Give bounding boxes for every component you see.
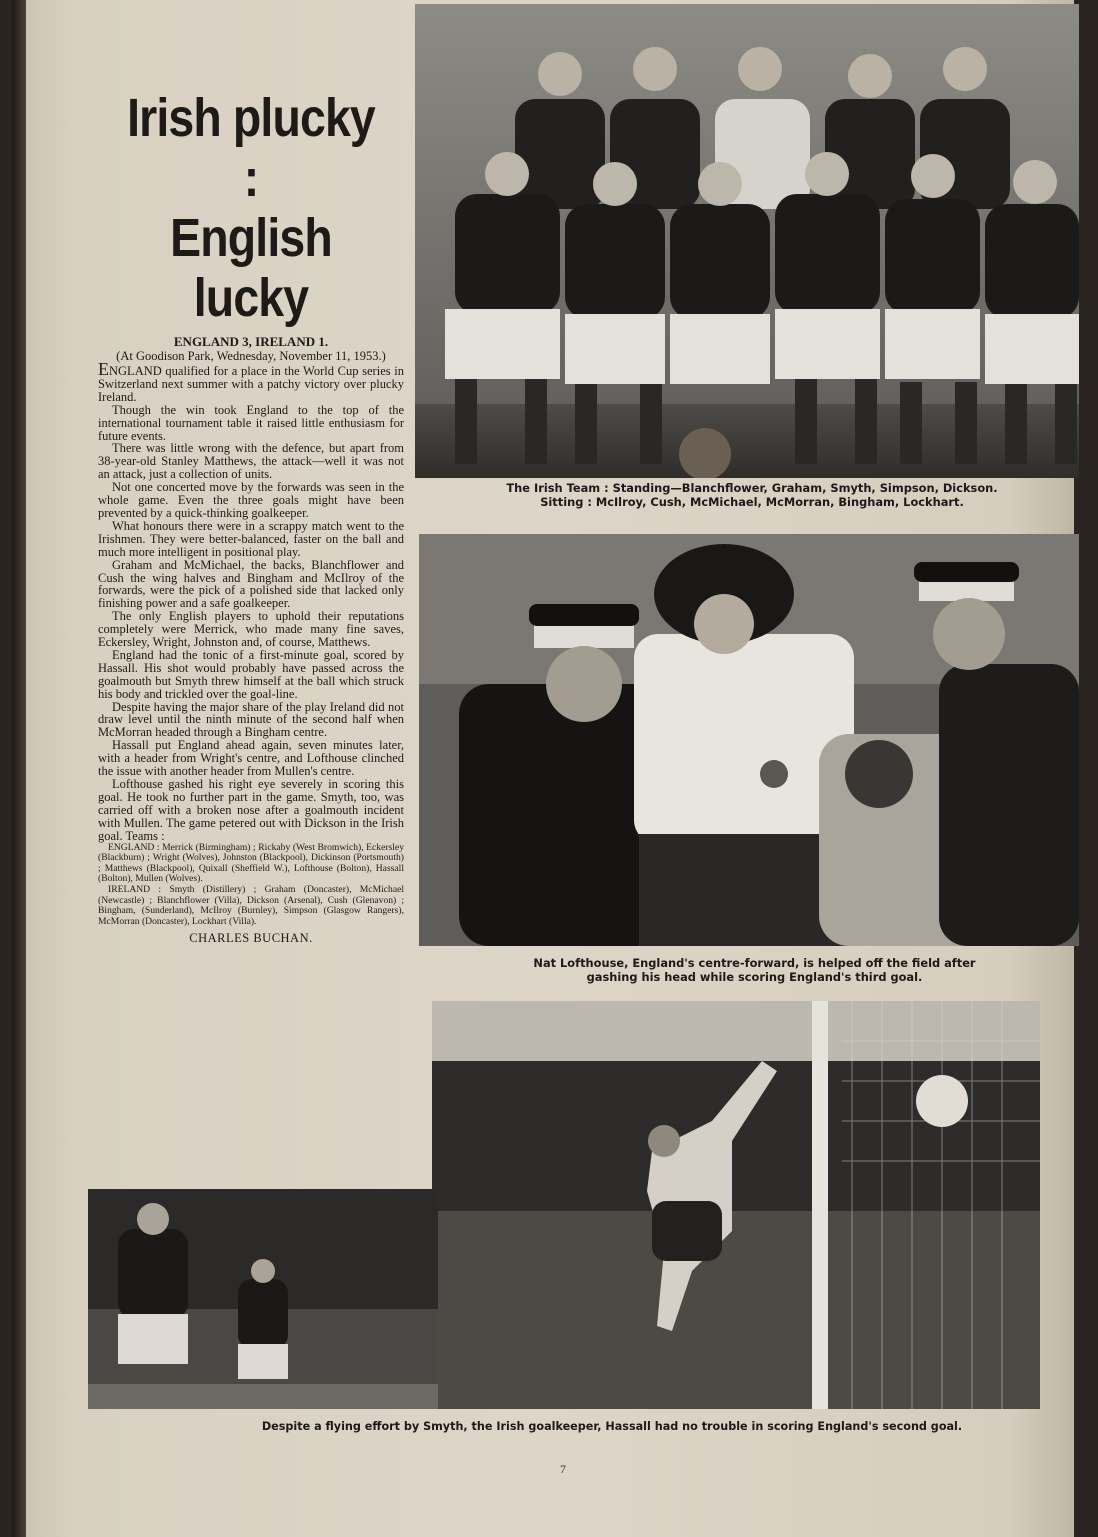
match-result: ENGLAND 3, IRELAND 1. (173, 334, 329, 349)
paragraph-11: Lofthouse gashed his right eye severely in scoring this goal. He took no further part in the game. Smyth, too, was carried off with a broken nose after a goalmouth incident with Mullen. The game petered out with Dickson in the Irish goal. Teams : (98, 777, 404, 843)
page-spine (12, 0, 26, 1537)
lofthouse-photo (419, 534, 1079, 946)
paragraph-6: Graham and McMichael, the backs, Blanchflower and Cush the wing halves and Bingham and McIlroy of the forwards, were the pick of a polished side that lacked only finishing power and a safe goalkeeper. (98, 557, 404, 611)
england-lineup: ENGLAND : Merrick (Birmingham) ; Rickaby (West Bromwich), Eckersley (Blackburn) ; Wright (Wolves), Johnston (Blackpool), Dickinson (Portsmouth) ; Matthews (Blackpool), Quixall (Sheffield W.), Lofthouse (Bolton), Hassall (Bolton), Mullen (Wolves). (98, 841, 404, 885)
lofthouse-photo-image (419, 534, 1079, 946)
match-venue: (At Goodison Park, Wednesday, November 11, 1953.) (116, 349, 386, 363)
drop-cap: E (98, 359, 109, 379)
paragraph-10: Hassall put England ahead again, seven minutes later, with a header from Wright's centre, and Lofthouse clinched the issue with another header from Mullen's centre. (98, 738, 404, 779)
paragraph-8: England had the tonic of a first-minute goal, scored by Hassall. His shot would probably have passed across the goalmouth but Smyth threw himself at the ball which struck his body and trickled over the goal-line. (98, 647, 404, 701)
paragraph-text: NGLAND qualified for a place in the World Cup series in Switzerland next summer with a patchy victory over plucky Ireland. (98, 364, 404, 404)
paragraph-4: Not one concerted move by the forwards was seen in the whole game. Even the three goals might have been prevented by a quick-thinking goalkeeper. (98, 480, 404, 520)
team-photo-image (415, 4, 1079, 478)
lofthouse-photo-caption: Nat Lofthouse, England's centre-forward, is helped off the field after gashing his head while scoring England's third goal. (533, 956, 976, 984)
paragraph-2: Though the win took England to the top of the international tournament table it raised little enthusiasm for future events. (98, 402, 404, 443)
ireland-lineup: IRELAND : Smyth (Distillery) ; Graham (Doncaster), McMichael (Newcastle) ; Blanchflower (Villa), Dickson (Arsenal), Cush (Glenavon) ; Bingham, (Sunderland), McIlroy (Burnley), Simpson (Glasgow Rangers), McMorran (Doncaster), Lockhart (Villa). (98, 883, 404, 927)
goal-photo (432, 1001, 1040, 1409)
article-body (98, 359, 404, 843)
byline: CHARLES BUCHAN. (189, 931, 313, 946)
goal-photo-image (432, 1001, 1040, 1409)
title-line-2: English lucky (170, 208, 332, 328)
magazine-page (12, 0, 1074, 1537)
caption-sitting: Sitting : McIlroy, Cush, McMichael, McMorran, Bingham, Lockhart. (540, 494, 964, 509)
paragraph-9: Despite having the major share of the play Ireland did not draw level until the ninth minute of the second half when McMorran headed through a Bingham centre. (98, 699, 404, 740)
team-lineups (98, 843, 404, 928)
paragraph-1 (98, 359, 404, 404)
article-title (119, 88, 382, 328)
article-column (98, 88, 404, 946)
goal-photo-caption: Despite a flying effort by Smyth, the Irish goalkeeper, Hassall had no trouble in scoring England's second goal. (261, 1420, 963, 1433)
page-number: 7 (560, 1462, 566, 1476)
paragraph-7: The only English players to uphold their reputations completely were Merrick, who made many fine saves, Eckersley, Wright, Johnston and, of course, Matthews. (98, 609, 404, 650)
team-photo (415, 4, 1079, 478)
goal-action-photo (88, 1189, 438, 1409)
team-photo-caption (452, 482, 1052, 509)
title-line-1: Irish plucky : (127, 88, 375, 208)
paragraph-3: There was little wrong with the defence, but apart from 38-year-old Stanley Matthews, the attack—well it was not an attack, just a collection of units. (98, 441, 404, 482)
caption-standing: The Irish Team : Standing—Blanchflower, Graham, Smyth, Simpson, Dickson. (506, 481, 998, 495)
paragraph-5: What honours there were in a scrappy match went to the Irishmen. They were better-balanced, faster on the ball and much more intelligent in positional play. (98, 518, 404, 559)
goal-action-photo-image (88, 1189, 438, 1409)
